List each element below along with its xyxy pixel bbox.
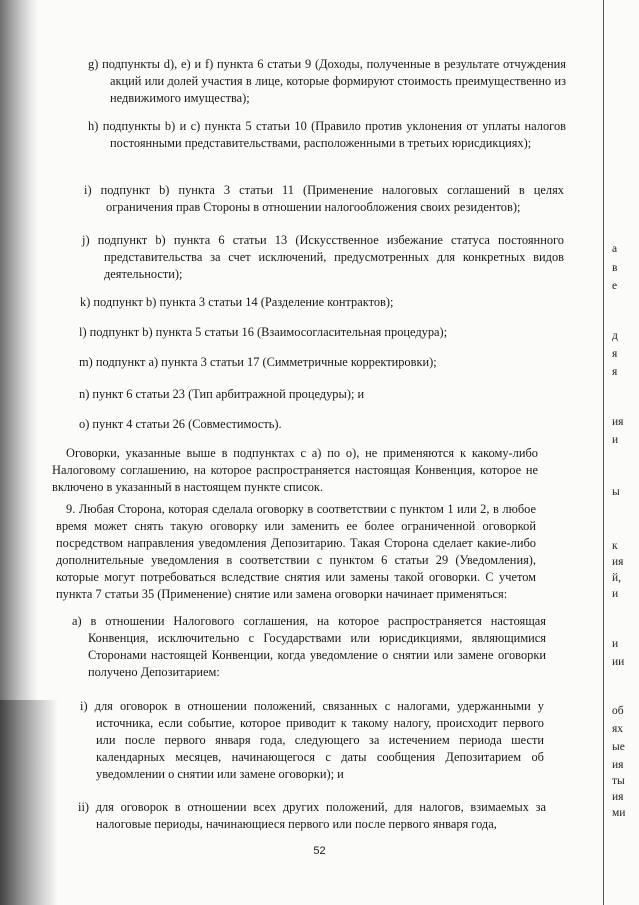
margin-fragment: ия — [612, 416, 624, 428]
margin-fragment: к — [612, 540, 618, 552]
reservations-paragraph: Оговорки, указанные выше в подпунктах с a) по o), не применяются к какому-либо Налоговому соглашению, на которое распространяется настоящая Конвенция, которое не включено в указанный в настоящем пункте список. — [52, 446, 538, 494]
margin-fragment: я — [612, 348, 618, 360]
margin-fragment: ия — [612, 556, 624, 568]
margin-fragment: ях — [612, 723, 624, 735]
margin-fragment: ия — [612, 759, 624, 771]
list-item-k: k) подпункт b) пункта 3 статьи 14 (Разделение контрактов); — [80, 295, 394, 309]
margin-fragment: ия — [612, 791, 624, 803]
margin-fragment: об — [612, 705, 624, 717]
list-item-m: m) подпункт a) пункта 3 статьи 17 (Симметричные корректировки); — [79, 355, 437, 369]
list-item-h: h) подпункты b) и c) пункта 5 статьи 10 (Правило против уклонения от уплаты налогов постоянными представительствами, расположенными в третьих юрисдикциях); — [88, 119, 566, 150]
margin-fragment: и — [612, 638, 619, 650]
margin-fragment: я — [612, 366, 618, 378]
list-item-o: o) пункт 4 статьи 26 (Совместимость). — [79, 417, 282, 431]
paragraph-9: 9. Любая Сторона, которая сделала оговорку в соответствии с пунктом 1 или 2, в любое время может снять такую оговорку или заменить ее более ограниченной оговоркой посредством направления уведомления Депозитарию. Такая Сторона сделает какие-либо дополнительные уведомления в соответствии с пунктом 6 статьи 29 (Уведомления), которые могут потребоваться вследствие снятия или замены такой оговорки. С учетом пункта 7 статьи 35 (Применение) снятие или замена оговорки начинает применяться: — [56, 502, 536, 601]
list-item-n: n) пункт 6 статьи 23 (Тип арбитражной процедуры); и — [79, 387, 365, 401]
list-item-l: l) подпункт b) пункта 5 статьи 16 (Взаимосогласительная процедура); — [79, 325, 448, 339]
margin-fragment: а — [612, 243, 618, 255]
subparagraph-a: a) в отношении Налогового соглашения, на которое распространяется настоящая Конвенция, исключительно с Государствами или юрисдикциями, являющимися Сторонами настоящей Конвенции, когда уведомление о снятии или замене оговорки получено Депозитарием: — [72, 614, 546, 679]
list-item-g: g) подпункты d), e) и f) пункта 6 статьи 9 (Доходы, полученные в результате отчуждения акций или долей участия в лице, которые формируют стоимость преимущественно из недвижимого имущества); — [88, 57, 566, 105]
margin-fragment: ии — [612, 656, 625, 668]
list-item-j: j) подпункт b) пункта 6 статьи 13 (Искусственное избежание статуса постоянного представительства за счет исключений, предусмотренных для конкретных видов деятельности); — [82, 233, 564, 281]
margin-fragment: и — [612, 434, 619, 446]
subparagraph-a-ii: ii) для оговорок в отношении всех других положений, для налогов, взимаемых за налоговые периоды, начинающиеся первого или после первого января года, — [78, 800, 546, 831]
list-item-i: i) подпункт b) пункта 3 статьи 11 (Применение налоговых соглашений в целях ограничения прав Стороны в отношении налогообложения своих резидентов); — [84, 183, 564, 214]
margin-fragment: е — [612, 280, 618, 292]
margin-fragment: ые — [612, 741, 625, 753]
margin-fragment: ы — [612, 486, 620, 498]
margin-fragment: д — [612, 330, 618, 342]
page-number: 52 — [313, 845, 326, 857]
page-fold-line — [603, 0, 604, 905]
margin-fragment: и — [612, 588, 619, 600]
margin-fragment: ми — [612, 807, 626, 819]
margin-fragment: в — [612, 262, 618, 274]
scan-corner-shadow — [0, 700, 58, 905]
subparagraph-a-i: i) для оговорок в отношении положений, связанных с налогами, удержанными у источника, если событие, которое приводит к такому налогу, происходит первого или после первого января года, следующего за истечением периода шести календарных месяцев, начинающегося с даты сообщения Депозитарием об уведомлении о снятии или замене оговорки); и — [80, 699, 544, 781]
margin-fragment: й, — [612, 572, 622, 584]
margin-fragment: ты — [612, 775, 625, 787]
